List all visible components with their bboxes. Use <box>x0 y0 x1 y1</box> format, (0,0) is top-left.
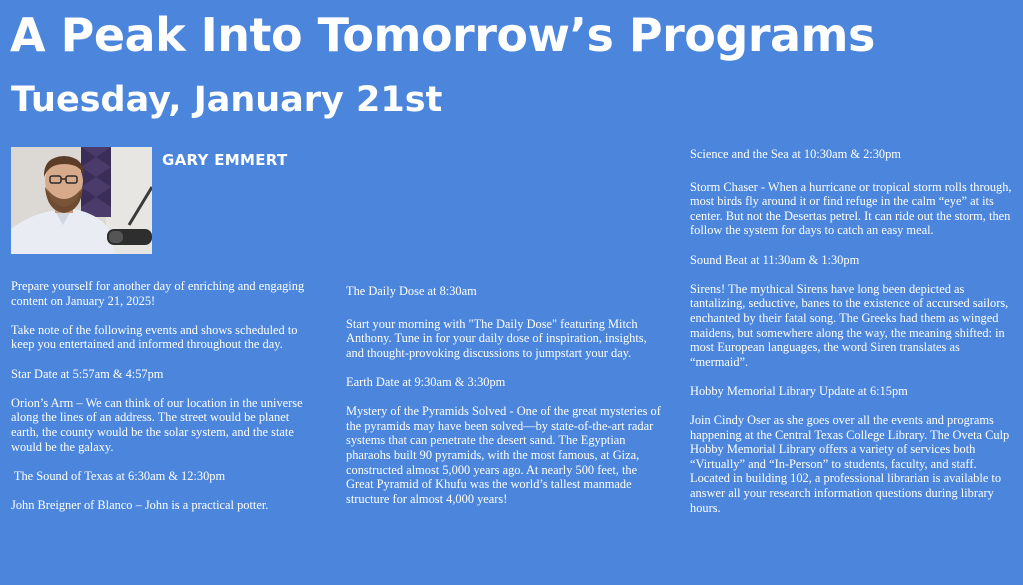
program-column-middle <box>346 284 664 521</box>
intro-paragraph: Prepare yourself for another day of enriching and engaging content on January 21, 2025! <box>11 279 305 308</box>
host-name: GARY EMMERT <box>162 151 288 169</box>
program-heading-sound-beat: Sound Beat at 11:30am & 1:30pm <box>690 252 860 267</box>
program-description-science-and-the-sea: Storm Chaser - When a hurricane or tropical storm rolls through, most birds fly around it or find refuge in the calm “eye” at its center. But not the Desertas petrel. It can ride out the storm, then follow the system for days to catch an easy meal. <box>690 179 1012 238</box>
program-description-sound-of-texas: John Breigner of Blanco – John is a practical potter. <box>11 497 269 512</box>
program-description-earth-date: Mystery of the Pyramids Solved - One of the great mysteries of the pyramids may have been solved—by state-of-the-art radar systems that can penetrate the desert sand. The Egyptian pharaohs built 90 pyramids, with the most famous, at Giza, constructed almost 5,000 years ago. At nearly 500 feet, the Great Pyramid of Khufu was the world’s tallest manmade structure for almost 4,000 years! <box>346 404 661 506</box>
page-title: A Peak Into Tomorrow’s Programs <box>10 8 875 62</box>
program-heading-library-update: Hobby Memorial Library Update at 6:15pm <box>690 383 908 398</box>
host-photo <box>11 147 152 254</box>
program-heading-star-date: Star Date at 5:57am & 4:57pm <box>11 366 164 381</box>
program-heading-sound-of-texas: The Sound of Texas at 6:30am & 12:30pm <box>11 468 226 483</box>
program-heading-daily-dose: The Daily Dose at 8:30am <box>346 284 477 298</box>
program-description-star-date: Orion’s Arm – We can think of our location in the universe along the lines of an address. The street would be planet earth, the county would be the solar system, and the state would be the galaxy. <box>11 395 303 454</box>
program-heading-science-and-the-sea: Science and the Sea at 10:30am & 2:30pm <box>690 147 901 161</box>
intro-note-paragraph: Take note of the following events and shows scheduled to keep you entertained and informed throughout the day. <box>11 322 298 352</box>
program-column-right <box>690 147 1018 530</box>
page-date-subtitle: Tuesday, January 21st <box>11 80 443 120</box>
program-description-daily-dose: Start your morning with "The Daily Dose" featuring Mitch Anthony. Tune in for your daily dose of inspiration, insights, and thought-provoking discussions to jumpstart your day. <box>346 316 647 360</box>
program-description-sound-beat: Sirens! The mythical Sirens have long been depicted as tantalizing, seductive, banes to the existence of accursed sailors, enchanted by their fatal song. The Greeks had them as winged maidens, but somewhere along the way, the meaning shifted: in most European languages, the word Siren translates as “mermaid”. <box>690 281 1009 369</box>
program-column-left <box>11 279 316 527</box>
program-heading-earth-date: Earth Date at 9:30am & 3:30pm <box>346 374 506 389</box>
program-description-library-update: Join Cindy Oser as she goes over all the events and programs happening at the Central Texas College Library. The Oveta Culp Hobby Memorial Library offers a variety of services both “Virtually” and “In-Person” to students, faculty, and staff. Located in building 102, a professional librarian is available to answer all your research information questions during library hours. <box>690 413 1010 515</box>
